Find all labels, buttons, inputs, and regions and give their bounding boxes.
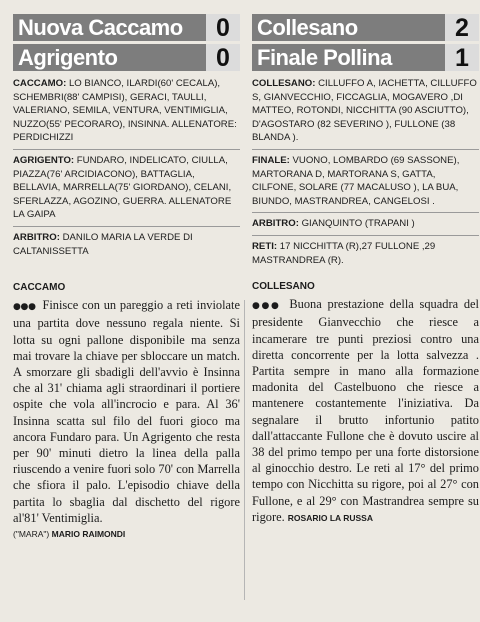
goals bbox=[252, 240, 479, 267]
signature-prefix: ("MARA") bbox=[13, 528, 52, 539]
article-section-title: CACCAMO bbox=[13, 282, 66, 294]
lineup-away bbox=[13, 154, 240, 222]
lineup-text: VUONO, LOMBARDO (69 SASSONE), MARTORANA D, MARTORANA S, GATTA, CILFONE, SOLARE (77 MACALUSO ), LA BUA, BIUNDO, MASTRANDREA, CANGELOSI . bbox=[252, 154, 460, 207]
lineup-team-label: COLLESANO: bbox=[252, 78, 316, 89]
referee bbox=[252, 217, 479, 231]
left-column bbox=[13, 14, 240, 539]
lineup-home bbox=[252, 77, 479, 145]
team-score-home: 0 bbox=[206, 14, 240, 41]
referee-label: ARBITRO: bbox=[13, 231, 60, 243]
lineup-text: LO BIANCO, ILARDI(60' CECALA), SCHEMBRI(88' CAMPISI), GERACI, TAULLI, VALERIANO, SEMILA, VENTURA, VENTIMIGLIA, NUZZO(55' PECORARO), INSINNA. ALLENATORE: PERDICHIZZI bbox=[13, 78, 237, 144]
lineup-home bbox=[13, 77, 240, 145]
divider bbox=[13, 149, 240, 150]
referee-name: DANILO MARIA LA VERDE DI CALTANISSETTA bbox=[13, 231, 193, 257]
divider bbox=[252, 149, 479, 150]
referee-label: ARBITRO: bbox=[252, 218, 299, 230]
score-bar-away bbox=[252, 44, 479, 71]
article-text: Buona prestazione della squadra del presidente Gianvecchio che riesce a incamerare tre punti preziosi contro una diretta concorrente per la lotta salvezza . Partita sempre in mano alla formazione madonita del Castelbuono che riesce a mantenere costantemente l'iniziativa. Da segnalare il brutto infortunio patito dall'attaccante Fullone che è dovuto uscire al 38 del primo tempo per una forte distorsione al ginocchio destro. Le reti al 17° del primo tempo con Nicchitta su rigore, poi al 27° con Fullone, e al 29° con Mastrandrea sempre su rigore. bbox=[252, 297, 479, 524]
lineup-team-label: FINALE: bbox=[252, 154, 290, 166]
goals-text: 17 NICCHITTA (R),27 FULLONE ,29 MASTRANDREA (R). bbox=[252, 240, 436, 266]
bullet-icon: ●●● bbox=[13, 302, 36, 313]
lineup-away bbox=[252, 154, 479, 208]
column-divider bbox=[244, 300, 245, 600]
team-score-away: 1 bbox=[445, 44, 479, 71]
right-column bbox=[252, 14, 479, 526]
team-name-away: Agrigento bbox=[18, 44, 118, 70]
team-score-home: 2 bbox=[445, 14, 479, 41]
score-bar-home bbox=[252, 14, 479, 41]
divider bbox=[252, 212, 479, 213]
score-bar-away bbox=[13, 44, 240, 71]
lineup-text: CILLUFFO A, IACHETTA, CILLUFFO S, GIANVECCHIO, FICCAGLIA, MOGAVERO ,DI MATTEO, ROTONDI, NICCHITTA (90 ASCIUTTO), D'AGOSTARO (82 SEVERINO ), FULLONE (38 BLANDA ). bbox=[252, 78, 477, 144]
article-body bbox=[13, 297, 240, 526]
goals-label: RETI: bbox=[252, 240, 278, 252]
divider bbox=[252, 235, 479, 236]
signature-author: ROSARIO LA RUSSA bbox=[287, 512, 373, 523]
lineup-text: FUNDARO, INDELICATO, CIULLA, PIAZZA(76' ARCIDIACONO), BATTAGLIA, BELLAVIA, MARRELLA(75' GIORDANO), CELANI, SFERLAZZA, AGOZINO, GUERRA. ALLENATORE LA GAIPA bbox=[13, 154, 232, 221]
team-name-home: Collesano bbox=[257, 14, 358, 40]
bullet-icon: ●●● bbox=[252, 301, 281, 312]
divider bbox=[13, 226, 240, 227]
article-section-title: COLLESANO bbox=[252, 281, 315, 293]
team-name-away: Finale Pollina bbox=[257, 44, 392, 70]
score-bar-home bbox=[13, 14, 240, 41]
signature-author: MARIO RAIMONDI bbox=[51, 528, 126, 539]
team-score-away: 0 bbox=[206, 44, 240, 71]
article-signature bbox=[13, 529, 240, 539]
referee bbox=[13, 231, 240, 258]
article-body bbox=[252, 296, 479, 526]
team-name-home: Nuova Caccamo bbox=[18, 14, 183, 40]
lineup-team-label: AGRIGENTO: bbox=[13, 154, 75, 166]
lineup-team-label: CACCAMO: bbox=[13, 78, 67, 89]
referee-name: GIANQUINTO (TRAPANI ) bbox=[298, 218, 415, 230]
article-text: Finisce con un pareggio a reti inviolate una partita dove nessuno regala niente. Si lotta su ogni pallone disponibile ma senza mai trovare la chiave per sbloccare un match. A smorzare gli sbadigli dell'avvio è Insinna che al 31' chiama agli straordinari il portiere ospite che vola all'incrocio e para. Al 36' Insinna scatta sul filo del fuori gioco ma ancora Fundaro para. Un Agrigento che resta per 90' minuti dietro la linea della palla riuscendo a venire fuori solo 70' con Marrella che sfiora il palo. L'episodio chiave della partita lo sbaglia dal dischetto del rigore al'81' Ventimiglia. bbox=[13, 298, 240, 525]
